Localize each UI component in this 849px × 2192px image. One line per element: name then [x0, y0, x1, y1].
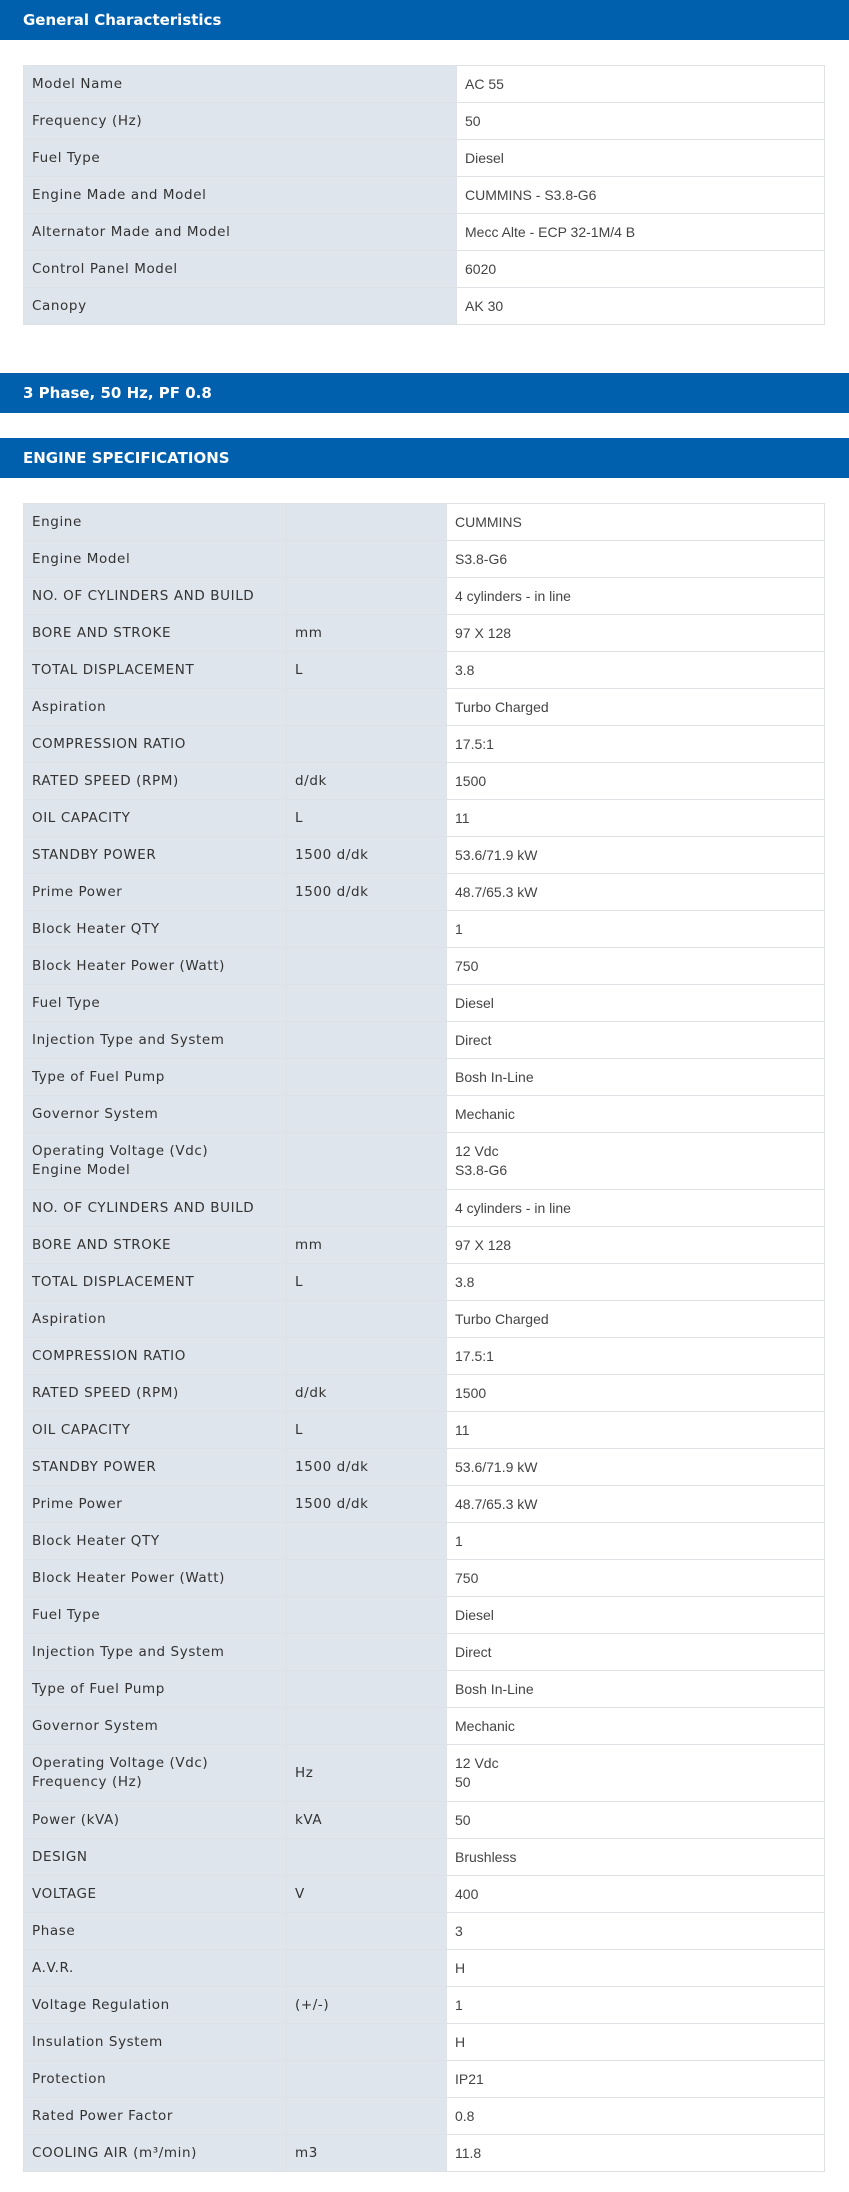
table-row	[24, 1264, 825, 1301]
table-row	[24, 1338, 825, 1375]
table-row	[24, 1839, 825, 1876]
spec-label: Prime Power	[24, 874, 287, 911]
spec-label: Canopy	[24, 288, 457, 325]
spec-value-line: 12 Vdc	[455, 1755, 499, 1771]
table-row	[24, 103, 825, 140]
spec-unit	[287, 504, 447, 541]
table-row	[24, 1227, 825, 1264]
table-row	[24, 948, 825, 985]
spec-value: Bosh In-Line	[447, 1671, 825, 1708]
table-row	[24, 689, 825, 726]
spec-value: AC 55	[457, 66, 825, 103]
spec-label: Power (kVA)	[24, 1802, 287, 1839]
spec-value: IP21	[447, 2061, 825, 2098]
table-row	[24, 1059, 825, 1096]
table-row	[24, 1375, 825, 1412]
spec-label: Aspiration	[24, 1301, 287, 1338]
spec-unit	[287, 2024, 447, 2061]
table-row	[24, 1133, 825, 1190]
spec-value: 1	[447, 1523, 825, 1560]
spec-label-line: Operating Voltage (Vdc)	[32, 1755, 209, 1771]
spec-unit	[287, 985, 447, 1022]
engine-specifications-table	[23, 503, 825, 2172]
spec-value: 97 X 128	[447, 615, 825, 652]
table-row	[24, 1597, 825, 1634]
spec-label-line: Operating Voltage (Vdc)	[32, 1143, 209, 1159]
spec-label: RATED SPEED (RPM)	[24, 763, 287, 800]
spec-value: 11	[447, 1412, 825, 1449]
spec-value: 48.7/65.3 kW	[447, 874, 825, 911]
spec-unit	[287, 1338, 447, 1375]
spec-label: Block Heater Power (Watt)	[24, 1560, 287, 1597]
table-row	[24, 1913, 825, 1950]
table-row	[24, 763, 825, 800]
spec-label: BORE AND STROKE	[24, 615, 287, 652]
spec-label	[24, 1745, 287, 1802]
spec-value: H	[447, 2024, 825, 2061]
spec-value: S3.8-G6	[447, 541, 825, 578]
spec-unit	[287, 1745, 447, 1802]
spec-label: Block Heater Power (Watt)	[24, 948, 287, 985]
spec-unit: L	[287, 1264, 447, 1301]
table-row	[24, 652, 825, 689]
spec-value: 53.6/71.9 kW	[447, 837, 825, 874]
spec-value: 3.8	[447, 652, 825, 689]
table-row	[24, 140, 825, 177]
spec-label: Prime Power	[24, 1486, 287, 1523]
table-row	[24, 66, 825, 103]
spec-value: 750	[447, 948, 825, 985]
spec-unit: 1500 d/dk	[287, 874, 447, 911]
spec-label: Control Panel Model	[24, 251, 457, 288]
spec-label: Type of Fuel Pump	[24, 1059, 287, 1096]
table-row	[24, 837, 825, 874]
spec-unit	[287, 2098, 447, 2135]
general-characteristics-header: General Characteristics	[0, 0, 849, 40]
table-row	[24, 214, 825, 251]
spec-label: Rated Power Factor	[24, 2098, 287, 2135]
spec-label: Insulation System	[24, 2024, 287, 2061]
spec-unit	[287, 1560, 447, 1597]
spec-label: VOLTAGE	[24, 1876, 287, 1913]
spec-value: 17.5:1	[447, 726, 825, 763]
spec-unit: 1500 d/dk	[287, 1449, 447, 1486]
table-row	[24, 541, 825, 578]
spec-value: 1	[447, 1987, 825, 2024]
spec-label: Model Name	[24, 66, 457, 103]
spec-value: 50	[447, 1802, 825, 1839]
spec-unit	[287, 1096, 447, 1133]
table-row	[24, 726, 825, 763]
spec-unit: L	[287, 1412, 447, 1449]
spec-value: Direct	[447, 1634, 825, 1671]
spec-value: 11.8	[447, 2135, 825, 2172]
spec-value: Diesel	[447, 985, 825, 1022]
spec-label: Fuel Type	[24, 985, 287, 1022]
table-row	[24, 1523, 825, 1560]
spec-unit	[287, 1523, 447, 1560]
table-row	[24, 504, 825, 541]
spec-value: H	[447, 1950, 825, 1987]
spec-unit	[287, 1301, 447, 1338]
spec-unit-line: Hz	[295, 1764, 314, 1781]
spec-unit	[287, 911, 447, 948]
spec-unit	[287, 1950, 447, 1987]
table-row	[24, 874, 825, 911]
spec-unit: (+/-)	[287, 1987, 447, 2024]
spec-value: CUMMINS - S3.8-G6	[457, 177, 825, 214]
table-row	[24, 288, 825, 325]
spec-value: 0.8	[447, 2098, 825, 2135]
spec-label: BORE AND STROKE	[24, 1227, 287, 1264]
table-row	[24, 1876, 825, 1913]
spec-value: 53.6/71.9 kW	[447, 1449, 825, 1486]
spec-value: CUMMINS	[447, 504, 825, 541]
table-row	[24, 578, 825, 615]
spec-label: OIL CAPACITY	[24, 1412, 287, 1449]
spec-value: Mechanic	[447, 1096, 825, 1133]
spec-unit	[287, 541, 447, 578]
table-row	[24, 251, 825, 288]
spec-value: 4 cylinders - in line	[447, 578, 825, 615]
table-row	[24, 1634, 825, 1671]
spec-label: Engine	[24, 504, 287, 541]
spec-label: TOTAL DISPLACEMENT	[24, 1264, 287, 1301]
spec-unit	[287, 1022, 447, 1059]
spec-label-line: Frequency (Hz)	[32, 1774, 143, 1790]
spec-value: Diesel	[447, 1597, 825, 1634]
table-row	[24, 1486, 825, 1523]
spec-label: Frequency (Hz)	[24, 103, 457, 140]
spec-value: Mecc Alte - ECP 32-1M/4 B	[457, 214, 825, 251]
table-row	[24, 177, 825, 214]
spec-unit	[287, 948, 447, 985]
table-row	[24, 1560, 825, 1597]
spec-label: Block Heater QTY	[24, 911, 287, 948]
table-row	[24, 2024, 825, 2061]
table-row	[24, 1950, 825, 1987]
spec-label: DESIGN	[24, 1839, 287, 1876]
spec-unit	[287, 2061, 447, 2098]
spec-value: Bosh In-Line	[447, 1059, 825, 1096]
spec-value: Direct	[447, 1022, 825, 1059]
phase-band: 3 Phase, 50 Hz, PF 0.8	[0, 373, 849, 413]
spec-value: 6020	[457, 251, 825, 288]
spec-label: Block Heater QTY	[24, 1523, 287, 1560]
table-row	[24, 1671, 825, 1708]
table-row	[24, 615, 825, 652]
spec-unit: 1500 d/dk	[287, 1486, 447, 1523]
spec-unit	[287, 1913, 447, 1950]
spec-unit: kVA	[287, 1802, 447, 1839]
spec-label: Fuel Type	[24, 140, 457, 177]
spec-unit: L	[287, 652, 447, 689]
spec-value-line: 50	[455, 1774, 471, 1790]
spec-unit	[287, 1634, 447, 1671]
spec-unit: mm	[287, 1227, 447, 1264]
spec-unit: L	[287, 800, 447, 837]
spec-value: Turbo Charged	[447, 689, 825, 726]
table-row	[24, 800, 825, 837]
spec-unit	[287, 1133, 447, 1190]
table-row	[24, 1301, 825, 1338]
spec-value: Mechanic	[447, 1708, 825, 1745]
spec-value: 400	[447, 1876, 825, 1913]
spec-value: 48.7/65.3 kW	[447, 1486, 825, 1523]
spec-label: Type of Fuel Pump	[24, 1671, 287, 1708]
spec-label: STANDBY POWER	[24, 837, 287, 874]
spec-unit	[287, 726, 447, 763]
spec-value: 3	[447, 1913, 825, 1950]
spec-value: 11	[447, 800, 825, 837]
spec-unit: d/dk	[287, 763, 447, 800]
table-row	[24, 911, 825, 948]
spec-unit	[287, 1190, 447, 1227]
spec-value: 17.5:1	[447, 1338, 825, 1375]
spec-label: Engine Made and Model	[24, 177, 457, 214]
spec-value: 4 cylinders - in line	[447, 1190, 825, 1227]
table-row	[24, 2098, 825, 2135]
table-row	[24, 985, 825, 1022]
spec-unit	[287, 1671, 447, 1708]
spec-label: Phase	[24, 1913, 287, 1950]
spec-unit: m3	[287, 2135, 447, 2172]
spec-label: NO. OF CYLINDERS AND BUILD	[24, 1190, 287, 1227]
spec-label: COMPRESSION RATIO	[24, 1338, 287, 1375]
spec-label: Injection Type and System	[24, 1022, 287, 1059]
spec-unit: 1500 d/dk	[287, 837, 447, 874]
table-row	[24, 1022, 825, 1059]
table-row	[24, 1412, 825, 1449]
spec-unit: mm	[287, 615, 447, 652]
spec-value	[447, 1745, 825, 1802]
spec-label: STANDBY POWER	[24, 1449, 287, 1486]
spec-unit	[287, 1597, 447, 1634]
spec-label: Fuel Type	[24, 1597, 287, 1634]
table-row	[24, 1987, 825, 2024]
spec-label: Governor System	[24, 1096, 287, 1133]
spec-value-line: S3.8-G6	[455, 1162, 508, 1178]
spec-label: RATED SPEED (RPM)	[24, 1375, 287, 1412]
spec-label: Voltage Regulation	[24, 1987, 287, 2024]
spec-unit	[287, 689, 447, 726]
spec-value: 750	[447, 1560, 825, 1597]
spec-label-line: Engine Model	[32, 1162, 131, 1178]
spec-label: OIL CAPACITY	[24, 800, 287, 837]
spec-value: Turbo Charged	[447, 1301, 825, 1338]
table-row	[24, 2135, 825, 2172]
table-row	[24, 1449, 825, 1486]
table-row	[24, 1096, 825, 1133]
spec-unit	[287, 578, 447, 615]
spec-value: 1	[447, 911, 825, 948]
table-row	[24, 2061, 825, 2098]
spec-value: Brushless	[447, 1839, 825, 1876]
spec-value: 1500	[447, 1375, 825, 1412]
spec-value-line: 12 Vdc	[455, 1143, 499, 1159]
spec-value	[447, 1133, 825, 1190]
spec-unit	[287, 1708, 447, 1745]
table-row	[24, 1745, 825, 1802]
spec-value: 97 X 128	[447, 1227, 825, 1264]
table-row	[24, 1802, 825, 1839]
table-row	[24, 1190, 825, 1227]
spec-unit: V	[287, 1876, 447, 1913]
spec-unit: d/dk	[287, 1375, 447, 1412]
spec-label: Protection	[24, 2061, 287, 2098]
spec-value: 50	[457, 103, 825, 140]
spec-label: TOTAL DISPLACEMENT	[24, 652, 287, 689]
spec-label: Injection Type and System	[24, 1634, 287, 1671]
spec-label: A.V.R.	[24, 1950, 287, 1987]
table-row	[24, 1708, 825, 1745]
spec-unit	[287, 1839, 447, 1876]
engine-specifications-header: ENGINE SPECIFICATIONS	[0, 438, 849, 478]
spec-label: COMPRESSION RATIO	[24, 726, 287, 763]
general-characteristics-table	[23, 65, 825, 325]
spec-label: NO. OF CYLINDERS AND BUILD	[24, 578, 287, 615]
spec-value: 1500	[447, 763, 825, 800]
spec-value: AK 30	[457, 288, 825, 325]
spec-label: Governor System	[24, 1708, 287, 1745]
spec-value: 3.8	[447, 1264, 825, 1301]
spec-label: Aspiration	[24, 689, 287, 726]
spec-label	[24, 1133, 287, 1190]
spec-label: Alternator Made and Model	[24, 214, 457, 251]
spec-unit	[287, 1059, 447, 1096]
spec-value: Diesel	[457, 140, 825, 177]
spec-label: Engine Model	[24, 541, 287, 578]
spec-label: COOLING AIR (m³/min)	[24, 2135, 287, 2172]
